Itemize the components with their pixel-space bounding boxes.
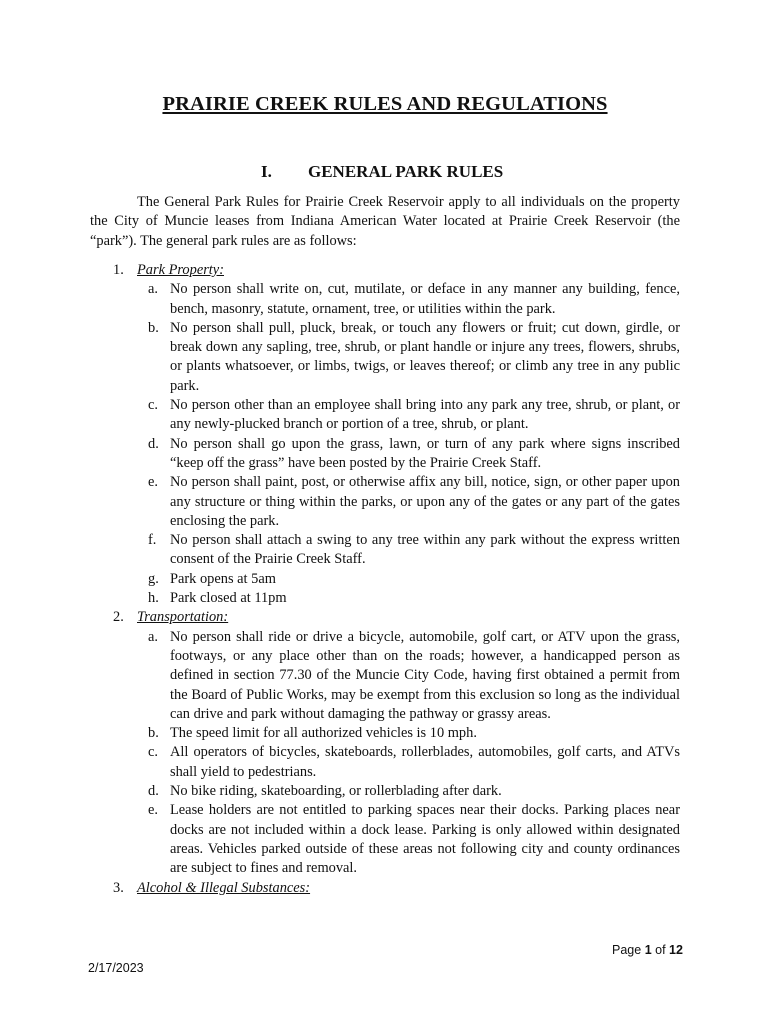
item-text: Park closed at 11pm [170,590,287,607]
rule-transportation [90,608,680,878]
rule-items [137,280,680,608]
item-text: No bike riding, skateboarding, or rollerblading after dark. [170,783,502,800]
item-text: All operators of bicycles, skateboards, rollerblades, automobiles, golf carts, and ATVs shall yield to pedestrians. [170,744,680,780]
page-label: Page [612,943,642,957]
rule-number: 2. [113,609,124,626]
page-total: 12 [669,943,683,957]
item-letter: d. [148,783,159,800]
section-number: I. [261,162,272,181]
list-item [137,743,680,782]
item-letter: b. [148,319,159,336]
list-item [137,280,680,319]
list-item [137,396,680,435]
document-date: 2/17/2023 [88,961,144,975]
item-text: Park opens at 5am [170,570,276,587]
rule-items [137,628,680,879]
list-item [137,782,680,801]
item-letter: b. [148,725,159,742]
list-item [137,724,680,743]
list-item [137,570,680,589]
rules-list [90,261,680,898]
rule-title: Park Property: [137,262,224,278]
list-item [137,628,680,724]
item-letter: c. [148,744,158,761]
item-text: No person shall go upon the grass, lawn, or turn of any park where signs inscribed “keep off the grass” have been posted by the Prairie Creek Staff. [170,435,680,471]
item-text: No person other than an employee shall bring into any park any tree, shrub, or plant, or any newly-plucked branch or portion of a tree, shrub, or plant. [170,397,680,433]
item-letter: c. [148,397,158,414]
rule-park-property [90,261,680,608]
list-item [137,319,680,396]
rule-number: 3. [113,879,124,896]
item-text: No person shall pull, pluck, break, or touch any flowers or fruit; cut down, girdle, or break down any sapling, tree, shrub, or plant handle or injure any trees, flowers, shrubs, or plants whatsoever, or limbs, twigs, or leaves thereof; or climb any tree in any public park. [170,319,680,394]
item-letter: e. [148,802,158,819]
item-letter: e. [148,474,158,491]
rule-title: Alcohol & Illegal Substances: [137,879,311,896]
list-item [137,531,680,570]
item-text: No person shall paint, post, or otherwise affix any bill, notice, sign, or other paper upon any structure or thing within the parks, or upon any of the gates or any part of the gates enclosing the park. [170,474,680,529]
item-text: The speed limit for all authorized vehicles is 10 mph. [170,725,477,742]
rule-alcohol-illegal-substances [90,879,680,898]
list-item [137,801,680,878]
rule-title: Transportation: [137,609,229,626]
item-text: No person shall ride or drive a bicycle, automobile, golf cart, or ATV upon the grass, footways, or any place other than on the roads; however, a handicapped person as defined in section 77.30 of the Muncie City Code, having first obtained a permit from the Board of Public Works, may be exempt from this exclusion so long as the individual can drive and park without damaging the pathway or grassy areas. [170,628,680,722]
item-letter: h. [148,590,159,607]
document-title: PRAIRIE CREEK RULES AND REGULATIONS [162,93,608,115]
page-of-label: of [655,943,666,957]
list-item [137,473,680,531]
item-text: No person shall attach a swing to any tree within any park without the express written consent of the Prairie Creek Staff. [170,532,680,568]
item-letter: g. [148,570,159,587]
list-item [137,589,680,608]
page-current: 1 [644,943,652,957]
rule-number: 1. [113,262,124,278]
item-text: No person shall write on, cut, mutilate, or deface in any manner any building, fence, bench, masonry, statute, ornament, tree, or utilities within the park. [170,281,680,317]
item-letter: a. [148,628,158,645]
page-number [612,943,683,957]
section-title: GENERAL PARK RULES [308,162,504,181]
list-item [137,435,680,474]
section-intro-paragraph: The General Park Rules for Prairie Creek Reservoir apply to all individuals on the property the City of Muncie leases from Indiana American Water located at Prairie Creek Reservoir (the “park”). The general park rules are as follows: [90,194,680,249]
item-letter: f. [148,532,157,549]
item-text: Lease holders are not entitled to parking spaces near their docks. Parking places near docks are not included within a dock lease. Parking is only allowed within designated areas. Vehicles parked outside of these areas not following city and county ordinances are subject to fines and removal. [170,802,680,877]
item-letter: a. [148,281,158,298]
item-letter: d. [148,435,159,452]
